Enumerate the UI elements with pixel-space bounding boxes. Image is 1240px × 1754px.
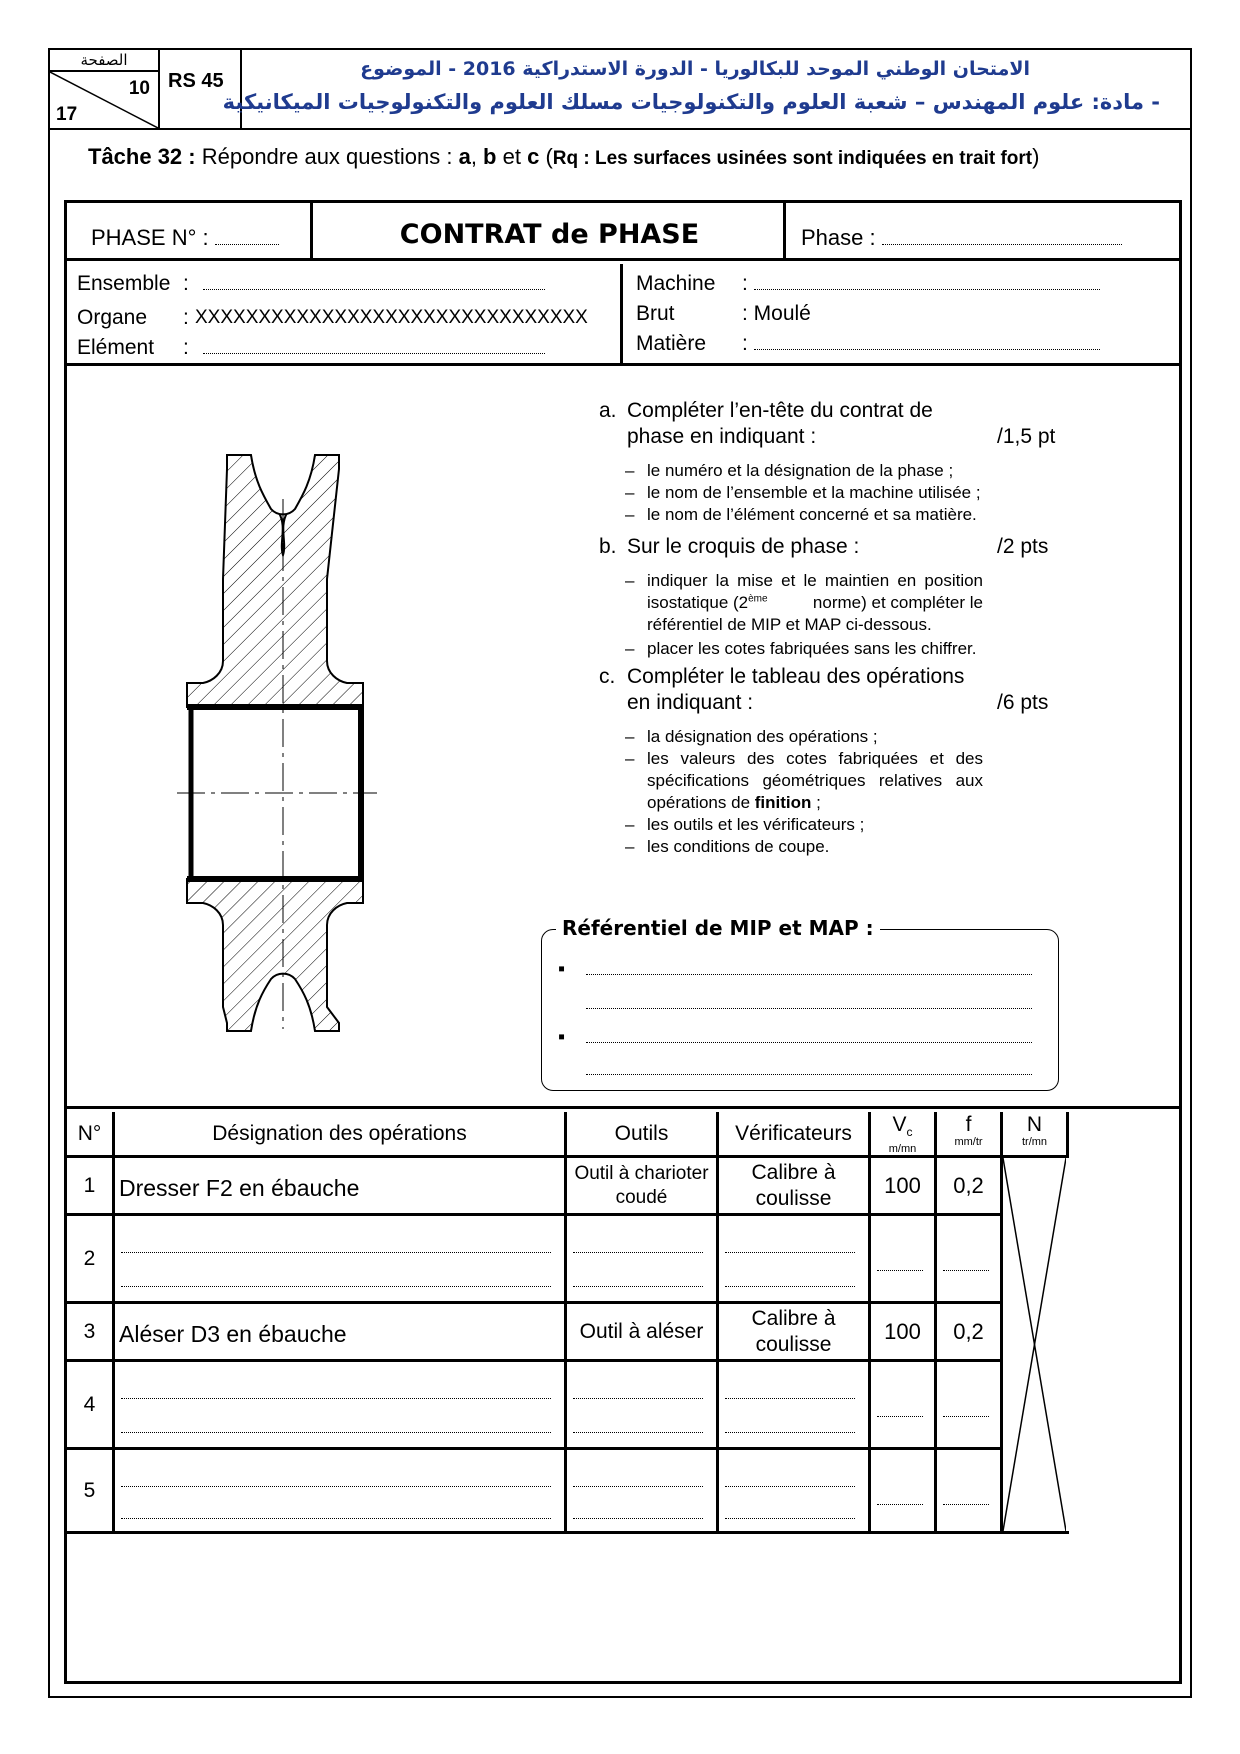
question-b-item-1-cont — [647, 593, 983, 613]
verif-text: coulisse — [755, 1186, 832, 1210]
ensemble-field[interactable] — [203, 276, 545, 290]
exam-code: RS 45 — [162, 50, 242, 128]
page-total: 17 — [56, 104, 78, 125]
row-4-no: 4 — [67, 1362, 115, 1450]
page-frame — [48, 48, 1192, 1698]
dotted-line — [573, 1432, 703, 1433]
ensemble-row — [77, 272, 189, 296]
question-c-item-3 — [625, 815, 865, 835]
task-letter-b: b — [483, 144, 497, 169]
dotted-line — [725, 1486, 855, 1487]
page-label: الصفحة — [50, 50, 158, 72]
header-designation: Désignation des opérations — [115, 1112, 567, 1158]
item-text: opérations de — [647, 793, 755, 812]
item-text: les valeurs des cotes fabriquées et des — [647, 749, 983, 768]
question-c-letter: c. — [599, 665, 616, 688]
row-4-outil[interactable] — [567, 1362, 719, 1450]
brut-row — [636, 302, 811, 326]
question-b-item-1 — [625, 571, 983, 591]
phase-number-label: PHASE N° : — [91, 225, 209, 250]
row-3-no: 3 — [67, 1304, 115, 1362]
task-title: Tâche 32 : — [88, 144, 196, 169]
question-a-item-3 — [625, 505, 977, 525]
machine-field[interactable] — [754, 276, 1100, 290]
referential-line-2[interactable] — [586, 1008, 1032, 1009]
referential-line-4[interactable] — [586, 1074, 1032, 1075]
question-c-line2: en indiquant : — [627, 691, 754, 714]
dash: – — [625, 571, 635, 590]
header-no: N° — [67, 1112, 115, 1158]
task-paren-close: ) — [1032, 144, 1040, 169]
item-text: norme) et compléter le — [812, 593, 983, 612]
row-5-designation[interactable] — [115, 1450, 567, 1534]
row-5-no: 5 — [67, 1450, 115, 1534]
dotted-line — [121, 1486, 551, 1487]
header-outils: Outils — [567, 1112, 719, 1158]
question-b-item-1-end: référentiel de MIP et MAP ci-dessous. — [647, 615, 932, 634]
ensemble-label: Ensemble — [77, 272, 171, 295]
dotted-line — [121, 1286, 551, 1287]
dash: – — [625, 815, 635, 834]
row-3-verificateur — [719, 1304, 871, 1362]
row-1-outil — [567, 1158, 719, 1216]
element-row — [77, 336, 189, 360]
header-n — [1003, 1112, 1069, 1158]
element-colon: : — [183, 336, 189, 359]
dotted-line — [573, 1486, 703, 1487]
f-symbol: f — [965, 1113, 972, 1136]
operations-table — [67, 1112, 1179, 1681]
row-1-vc: 100 — [871, 1158, 937, 1216]
question-c-item-2 — [625, 749, 983, 769]
row-1-designation: Dresser F2 en ébauche — [115, 1158, 567, 1216]
exam-header — [50, 50, 1190, 130]
organe-label: Organe — [77, 306, 148, 329]
referential-bullet-1: ▪ — [558, 958, 566, 980]
dotted-line — [725, 1518, 855, 1519]
pulley-section-drawing[interactable] — [167, 429, 407, 1049]
contract-title: CONTRAT de PHASE — [316, 203, 786, 258]
exam-title-arabic — [222, 50, 1190, 128]
dash: – — [625, 749, 635, 768]
brut-label: Brut — [636, 302, 675, 325]
phase-designation-cell — [789, 203, 1179, 258]
question-b-item-2 — [625, 639, 977, 659]
contract-title-row — [67, 203, 1179, 261]
dotted-line — [877, 1416, 923, 1417]
dotted-line — [725, 1432, 855, 1433]
vc-letter: V — [892, 1113, 907, 1136]
element-field[interactable] — [203, 340, 545, 354]
ensemble-colon: : — [183, 272, 189, 295]
phase-sketch-area — [67, 369, 1179, 1109]
row-2-vc[interactable] — [871, 1216, 937, 1304]
question-c-line1: Compléter le tableau des opérations — [627, 665, 965, 688]
question-c-item-2-cont — [647, 771, 983, 791]
referential-title: Référentiel de MIP et MAP : — [556, 916, 880, 940]
row-5-outil[interactable] — [567, 1450, 719, 1534]
matiere-colon: : — [742, 332, 748, 355]
n-symbol: N — [1026, 1113, 1043, 1136]
cross-out-icon — [1003, 1158, 1066, 1531]
matiere-row — [636, 332, 748, 356]
question-b-points: /2 pts — [997, 535, 1049, 558]
contract-info-row — [67, 264, 1179, 366]
n-unit: tr/mn — [1021, 1136, 1048, 1148]
dash: – — [625, 639, 635, 658]
item-text: isostatique (2 — [647, 593, 749, 612]
superscript: ème — [748, 593, 768, 605]
dotted-line — [877, 1504, 923, 1505]
dash: – — [625, 461, 635, 480]
item-text: le numéro et la désignation de la phase ; — [647, 461, 954, 480]
item-text: les outils et les vérificateurs ; — [647, 815, 865, 834]
question-a-line2: phase en indiquant : — [627, 425, 817, 448]
row-4-vc[interactable] — [871, 1362, 937, 1450]
dotted-line — [121, 1398, 551, 1399]
referential-line-3[interactable] — [586, 1042, 1032, 1043]
question-c-points: /6 pts — [997, 691, 1049, 714]
question-a-points: /1,5 pt — [997, 425, 1056, 448]
question-a-line1: Compléter l’en-tête du contrat de — [627, 399, 933, 422]
outil-text: coudé — [615, 1186, 668, 1208]
dotted-line — [725, 1252, 855, 1253]
task-text: Répondre aux questions : — [195, 144, 459, 169]
question-b-line1: Sur le croquis de phase : — [627, 535, 860, 558]
task-et: et — [496, 144, 528, 169]
machine-row — [636, 272, 748, 296]
row-2-f[interactable] — [937, 1216, 1003, 1304]
row-5-verificateur[interactable] — [719, 1450, 871, 1534]
row-5-vc[interactable] — [871, 1450, 937, 1534]
row-4-f[interactable] — [937, 1362, 1003, 1450]
row-4-designation[interactable] — [115, 1362, 567, 1450]
question-c-item-4 — [625, 837, 830, 857]
organe-value: XXXXXXXXXXXXXXXXXXXXXXXXXXXXXXX — [195, 307, 588, 328]
vc-symbol — [871, 1114, 934, 1143]
dotted-line — [573, 1518, 703, 1519]
phase-number-cell — [67, 203, 313, 258]
organe-row — [77, 306, 588, 330]
exam-title-line1: الامتحان الوطني الموحد للبكالوريا - الدورة الاستدراكية 2016 - الموضوع — [360, 58, 1030, 80]
dotted-line — [121, 1252, 551, 1253]
question-c-item-1 — [625, 727, 878, 747]
contract-info-left — [67, 264, 623, 363]
matiere-field[interactable] — [754, 336, 1100, 350]
phase-number-field[interactable] — [215, 231, 279, 245]
dotted-line — [725, 1398, 855, 1399]
row-3-outil: Outil à aléser — [567, 1304, 719, 1362]
dotted-line — [943, 1270, 989, 1271]
item-text: le nom de l’élément concerné et sa matière. — [647, 505, 977, 524]
f-unit: mm/tr — [954, 1136, 983, 1148]
dotted-line — [121, 1432, 551, 1433]
item-text: les conditions de coupe. — [647, 837, 830, 856]
row-5-f[interactable] — [937, 1450, 1003, 1534]
referential-line-1[interactable] — [586, 974, 1032, 975]
task-sep: , — [470, 144, 484, 169]
dotted-line — [573, 1398, 703, 1399]
outil-text: Outil à charioter — [574, 1162, 709, 1184]
row-1-verificateur — [719, 1158, 871, 1216]
machine-label: Machine — [636, 272, 716, 295]
row-2-verificateur[interactable] — [719, 1216, 871, 1304]
item-text: spécifications géométriques relatives aux — [647, 771, 983, 790]
matiere-label: Matière — [636, 332, 707, 355]
vc-subscript: c — [906, 1125, 913, 1140]
item-text: la désignation des opérations ; — [647, 727, 878, 746]
row-2-designation[interactable] — [115, 1216, 567, 1304]
dash: – — [625, 727, 635, 746]
n-column-crossed — [1003, 1158, 1069, 1534]
row-3-f: 0,2 — [937, 1304, 1003, 1362]
dash: – — [625, 483, 635, 502]
item-text: placer les cotes fabriquées sans les chiffrer. — [647, 639, 977, 658]
dotted-line — [725, 1286, 855, 1287]
verif-text: Calibre à — [751, 1160, 836, 1184]
row-4-verificateur[interactable] — [719, 1362, 871, 1450]
vc-unit: m/mn — [888, 1143, 917, 1156]
row-1-f: 0,2 — [937, 1158, 1003, 1216]
header-f — [937, 1112, 1003, 1158]
task-letter-a: a — [458, 144, 471, 169]
verif-text: coulisse — [755, 1332, 832, 1356]
item-text: ; — [811, 793, 821, 812]
question-b-letter: b. — [599, 535, 617, 558]
dotted-line — [573, 1252, 703, 1253]
dotted-line — [573, 1286, 703, 1287]
header-verificateurs: Vérificateurs — [719, 1112, 871, 1158]
dotted-line — [877, 1270, 923, 1271]
referential-bullet-2: ▪ — [558, 1026, 566, 1048]
dash: – — [625, 505, 635, 524]
machine-colon: : — [742, 272, 748, 295]
organe-colon: : — [183, 306, 189, 329]
phase-contract — [64, 200, 1182, 1684]
question-a-letter: a. — [599, 399, 617, 422]
header-vc — [871, 1112, 937, 1158]
dotted-line — [943, 1504, 989, 1505]
referential-box — [541, 916, 1059, 1091]
row-2-no: 2 — [67, 1216, 115, 1304]
row-2-outil[interactable] — [567, 1216, 719, 1304]
task-paren-open: ( — [539, 144, 553, 169]
item-bold: finition — [754, 793, 812, 812]
page-number-box — [50, 50, 160, 128]
dotted-line — [121, 1518, 551, 1519]
question-c-item-2-end — [647, 793, 821, 813]
row-3-designation: Aléser D3 en ébauche — [115, 1304, 567, 1362]
task-remark: Rq : Les surfaces usinées sont indiquées en trait fort — [552, 148, 1033, 169]
dotted-line — [943, 1416, 989, 1417]
verif-text: Calibre à — [751, 1306, 836, 1330]
task-instruction — [88, 144, 1039, 170]
contract-info-right — [626, 264, 1179, 363]
item-text: indiquer la mise et le maintien en position — [647, 571, 983, 590]
brut-value: : Moulé — [742, 302, 811, 325]
page-current: 10 — [128, 78, 150, 99]
item-text: le nom de l’ensemble et la machine utilisée ; — [647, 483, 981, 502]
question-a-item-2 — [625, 483, 981, 503]
exam-title-line2: - مادة: علوم المهندس – شعبة العلوم والتكنولوجيات مسلك العلوم والتكنولوجيات الميكانيكية — [222, 90, 1160, 114]
phase-designation-label: Phase : — [801, 225, 876, 250]
task-letter-c: c — [527, 144, 540, 169]
question-a-item-1 — [625, 461, 954, 481]
row-3-vc: 100 — [871, 1304, 937, 1362]
element-label: Elément — [77, 336, 155, 359]
row-1-no: 1 — [67, 1158, 115, 1216]
phase-designation-field[interactable] — [882, 231, 1122, 245]
dash: – — [625, 837, 635, 856]
